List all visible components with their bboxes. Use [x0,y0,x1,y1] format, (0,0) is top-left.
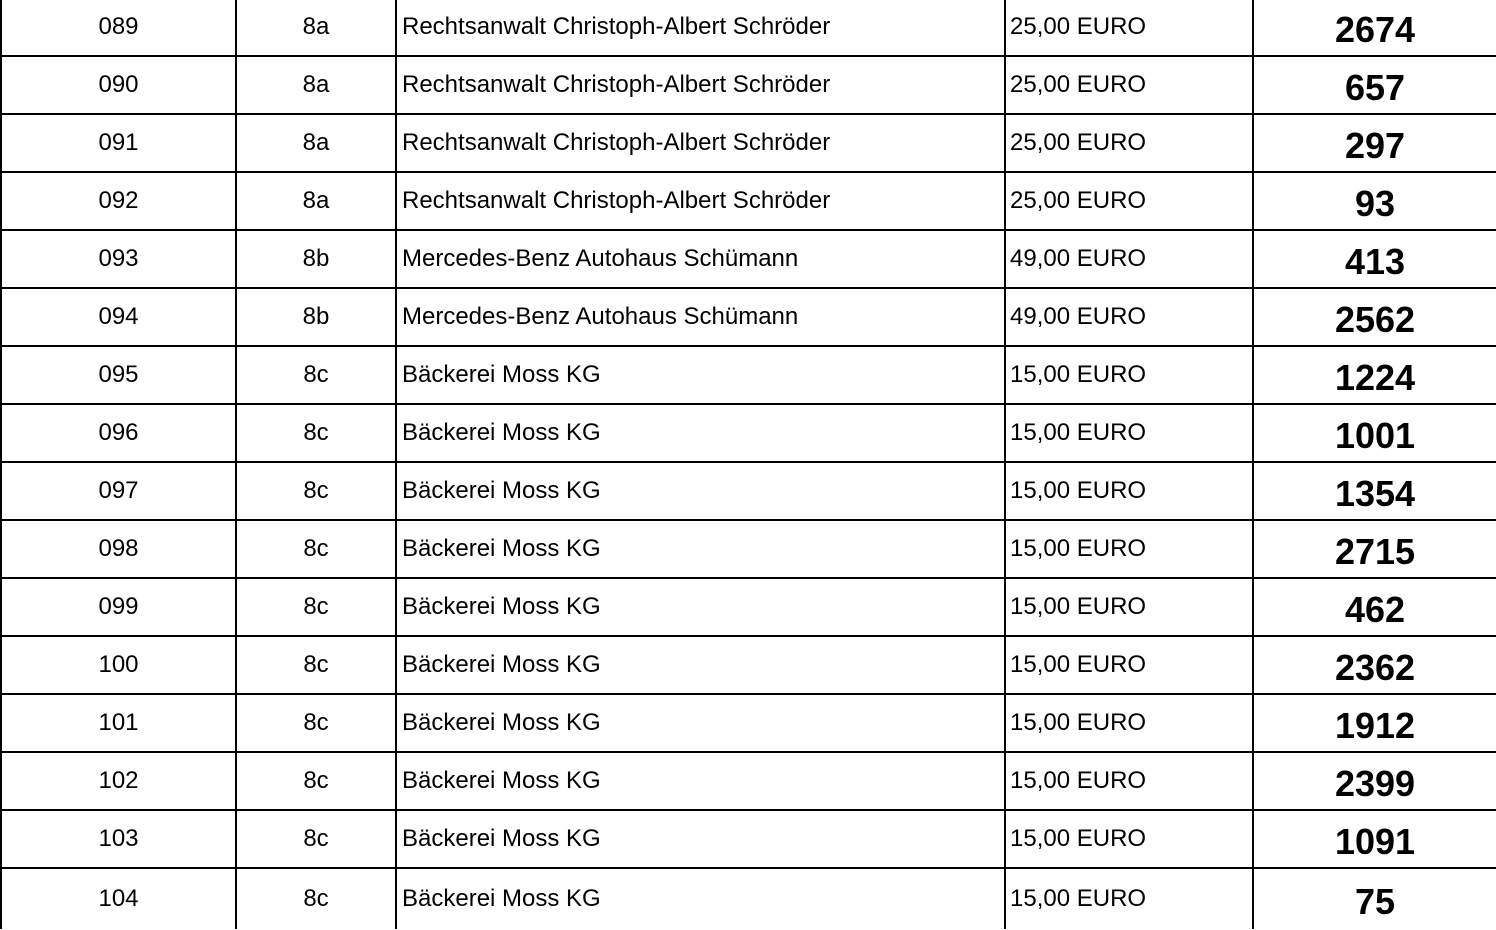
cell-sponsor: Bäckerei Moss KG [397,637,1006,693]
cell-ticket-number: 1354 [1334,473,1416,514]
cell-number: 092 [0,173,237,229]
cell-ticket-number: 1001 [1334,415,1416,456]
cell-amount: 15,00 EURO [1006,811,1254,867]
cell-sponsor: Rechtsanwalt Christoph-Albert Schröder [397,173,1006,229]
cell-class: 8a [237,57,397,113]
cell-amount: 15,00 EURO [1006,637,1254,693]
cell-ticket-number: 2362 [1334,647,1416,688]
table-row [0,115,1496,173]
cell-ticket-number: 462 [1344,589,1406,630]
cell-ticket-number: 413 [1344,241,1406,282]
cell-number: 100 [0,637,237,693]
cell-ticket-number: 1224 [1334,357,1416,398]
cell-sponsor: Bäckerei Moss KG [397,753,1006,809]
table-row [0,347,1496,405]
cell-number: 093 [0,231,237,287]
cell-number: 103 [0,811,237,867]
cell-amount: 15,00 EURO [1006,579,1254,635]
cell-number: 098 [0,521,237,577]
cell-class: 8c [237,869,397,929]
cell-amount: 49,00 EURO [1006,289,1254,345]
cell-sponsor: Bäckerei Moss KG [397,521,1006,577]
cell-sponsor: Rechtsanwalt Christoph-Albert Schröder [397,57,1006,113]
cell-number: 102 [0,753,237,809]
cell-sponsor: Bäckerei Moss KG [397,347,1006,403]
cell-number: 094 [0,289,237,345]
cell-number: 104 [0,869,237,929]
cell-class: 8b [237,231,397,287]
cell-amount: 15,00 EURO [1006,463,1254,519]
table-row [0,173,1496,231]
cell-class: 8c [237,347,397,403]
cell-number: 091 [0,115,237,171]
cell-sponsor: Mercedes-Benz Autohaus Schümann [397,289,1006,345]
table-row [0,869,1496,929]
table-row [0,0,1496,57]
cell-class: 8c [237,811,397,867]
table-row [0,289,1496,347]
cell-sponsor: Bäckerei Moss KG [397,811,1006,867]
table-row [0,57,1496,115]
cell-ticket-number: 2674 [1334,9,1416,50]
cell-ticket-number: 93 [1354,183,1396,224]
cell-number: 096 [0,405,237,461]
cell-number: 099 [0,579,237,635]
table-row [0,231,1496,289]
table-row [0,521,1496,579]
cell-class: 8c [237,695,397,751]
cell-class: 8c [237,753,397,809]
cell-amount: 15,00 EURO [1006,869,1254,929]
cell-number: 097 [0,463,237,519]
cell-sponsor: Rechtsanwalt Christoph-Albert Schröder [397,0,1006,55]
cell-sponsor: Bäckerei Moss KG [397,463,1006,519]
table-row [0,753,1496,811]
cell-ticket-number: 2399 [1334,763,1416,804]
cell-sponsor: Bäckerei Moss KG [397,405,1006,461]
cell-amount: 15,00 EURO [1006,521,1254,577]
cell-class: 8c [237,521,397,577]
table-row [0,695,1496,753]
cell-ticket-number: 657 [1344,67,1406,108]
cell-class: 8c [237,637,397,693]
cell-ticket-number: 1912 [1334,705,1416,746]
cell-amount: 15,00 EURO [1006,695,1254,751]
cell-sponsor: Mercedes-Benz Autohaus Schümann [397,231,1006,287]
cell-ticket-number: 2715 [1334,531,1416,572]
cell-amount: 49,00 EURO [1006,231,1254,287]
cell-number: 101 [0,695,237,751]
cell-sponsor: Rechtsanwalt Christoph-Albert Schröder [397,115,1006,171]
table-row [0,811,1496,869]
cell-ticket-number: 2562 [1334,299,1416,340]
cell-amount: 25,00 EURO [1006,57,1254,113]
table-row [0,579,1496,637]
table-row [0,405,1496,463]
cell-class: 8c [237,405,397,461]
cell-amount: 25,00 EURO [1006,115,1254,171]
table-row [0,637,1496,695]
cell-amount: 15,00 EURO [1006,347,1254,403]
cell-class: 8a [237,173,397,229]
cell-ticket-number: 75 [1354,881,1396,922]
cell-class: 8b [237,289,397,345]
cell-class: 8c [237,463,397,519]
cell-class: 8a [237,0,397,55]
cell-amount: 15,00 EURO [1006,753,1254,809]
cell-sponsor: Bäckerei Moss KG [397,695,1006,751]
cell-number: 090 [0,57,237,113]
cell-ticket-number: 297 [1344,125,1406,166]
cell-number: 095 [0,347,237,403]
table-row [0,463,1496,521]
cell-amount: 25,00 EURO [1006,0,1254,55]
cell-class: 8c [237,579,397,635]
cell-sponsor: Bäckerei Moss KG [397,579,1006,635]
cell-amount: 15,00 EURO [1006,405,1254,461]
cell-sponsor: Bäckerei Moss KG [397,869,1006,929]
cell-number: 089 [0,0,237,55]
cell-amount: 25,00 EURO [1006,173,1254,229]
cell-class: 8a [237,115,397,171]
cell-ticket-number: 1091 [1334,821,1416,862]
